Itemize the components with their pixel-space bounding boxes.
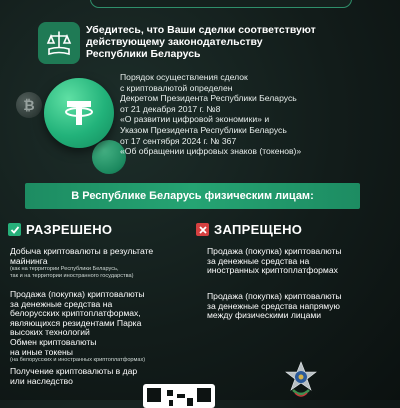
- headline-line: Убедитесь, что Ваши сделки соответствуют: [86, 24, 316, 36]
- allowed-item: [10, 247, 195, 279]
- allowed-item-text: Добыча криптовалюты в результате: [10, 246, 154, 256]
- forbidden-item: [207, 292, 392, 321]
- headline-line: действующему законодательству: [86, 36, 263, 48]
- decree-line: от 17 сентября 2024 г. № 367: [120, 135, 237, 146]
- allowed-heading: [8, 222, 112, 237]
- forbidden-item-text: за денежные средства напрямую: [207, 300, 340, 311]
- forbidden-heading: [196, 222, 302, 237]
- forbidden-item-text: Продажа (покупка) криптовалюты: [207, 291, 342, 301]
- allowed-item-note: так и на территории иностранного государства): [10, 272, 134, 279]
- decree-line: «О развитии цифровой экономики» и: [120, 114, 270, 125]
- allowed-item-text: майнинга: [10, 255, 48, 266]
- decree-line: Порядок осуществления сделок: [120, 72, 248, 82]
- headline: [86, 24, 386, 60]
- forbidden-item-text: между физическими лицами: [207, 310, 322, 321]
- allowed-title: РАЗРЕШЕНО: [26, 222, 113, 237]
- allowed-item-text: высоких технологий: [10, 327, 90, 338]
- qr-code-icon[interactable]: [143, 384, 215, 408]
- allowed-item-text: Обмен криптовалюты: [10, 337, 97, 347]
- decree-line: от 21 декабря 2017 г. №8: [120, 103, 221, 114]
- decree-text: [120, 72, 390, 157]
- allowed-item-text: или наследство: [10, 375, 73, 386]
- allowed-item-text: белорусских криптоплатформах,: [10, 308, 141, 319]
- allowed-item: [10, 290, 195, 338]
- headline-line: Республики Беларусь: [86, 48, 201, 60]
- forbidden-item-text: Продажа (покупка) криптовалюты: [207, 246, 342, 256]
- allowed-item-text: являющихся резидентами Парка: [10, 317, 142, 328]
- top-frame: [90, 0, 352, 8]
- forbidden-item-text: иностранных криптоплатформах: [207, 265, 338, 276]
- cross-icon: [196, 223, 209, 236]
- tether-coin-icon: [44, 78, 114, 148]
- emblem-icon: [283, 360, 319, 400]
- decree-line: Указом Президента Республики Беларусь: [120, 124, 287, 135]
- allowed-item-text: Продажа (покупка) криптовалюты: [10, 289, 145, 299]
- allowed-item-text: на иные токены: [10, 346, 73, 357]
- allowed-item-note: (как на территории Республики Беларусь,: [10, 266, 119, 273]
- forbidden-item: [207, 247, 392, 276]
- allowed-item-text: Получение криптовалюты в дар: [10, 366, 138, 376]
- forbidden-title: ЗАПРЕЩЕНО: [214, 222, 303, 237]
- scales-book-icon: [38, 22, 80, 64]
- allowed-item-text: за денежные средства на: [10, 298, 113, 309]
- decree-line: «Об обращении цифровых знаков (токенов)»: [120, 146, 302, 157]
- check-icon: [8, 223, 21, 236]
- banner: [25, 183, 360, 209]
- forbidden-item-text: за денежные средства на: [207, 255, 310, 266]
- decree-line: Декретом Президента Республики Беларусь: [120, 93, 297, 104]
- bitcoin-coin-icon: ₿: [16, 92, 42, 118]
- decree-line: с криптовалютой определен: [120, 82, 233, 93]
- banner-text: В Республике Беларусь физическим лицам:: [71, 190, 314, 202]
- allowed-item: [10, 338, 195, 364]
- allowed-item-note: (на белорусских и иностранных криптоплатформах): [10, 357, 146, 364]
